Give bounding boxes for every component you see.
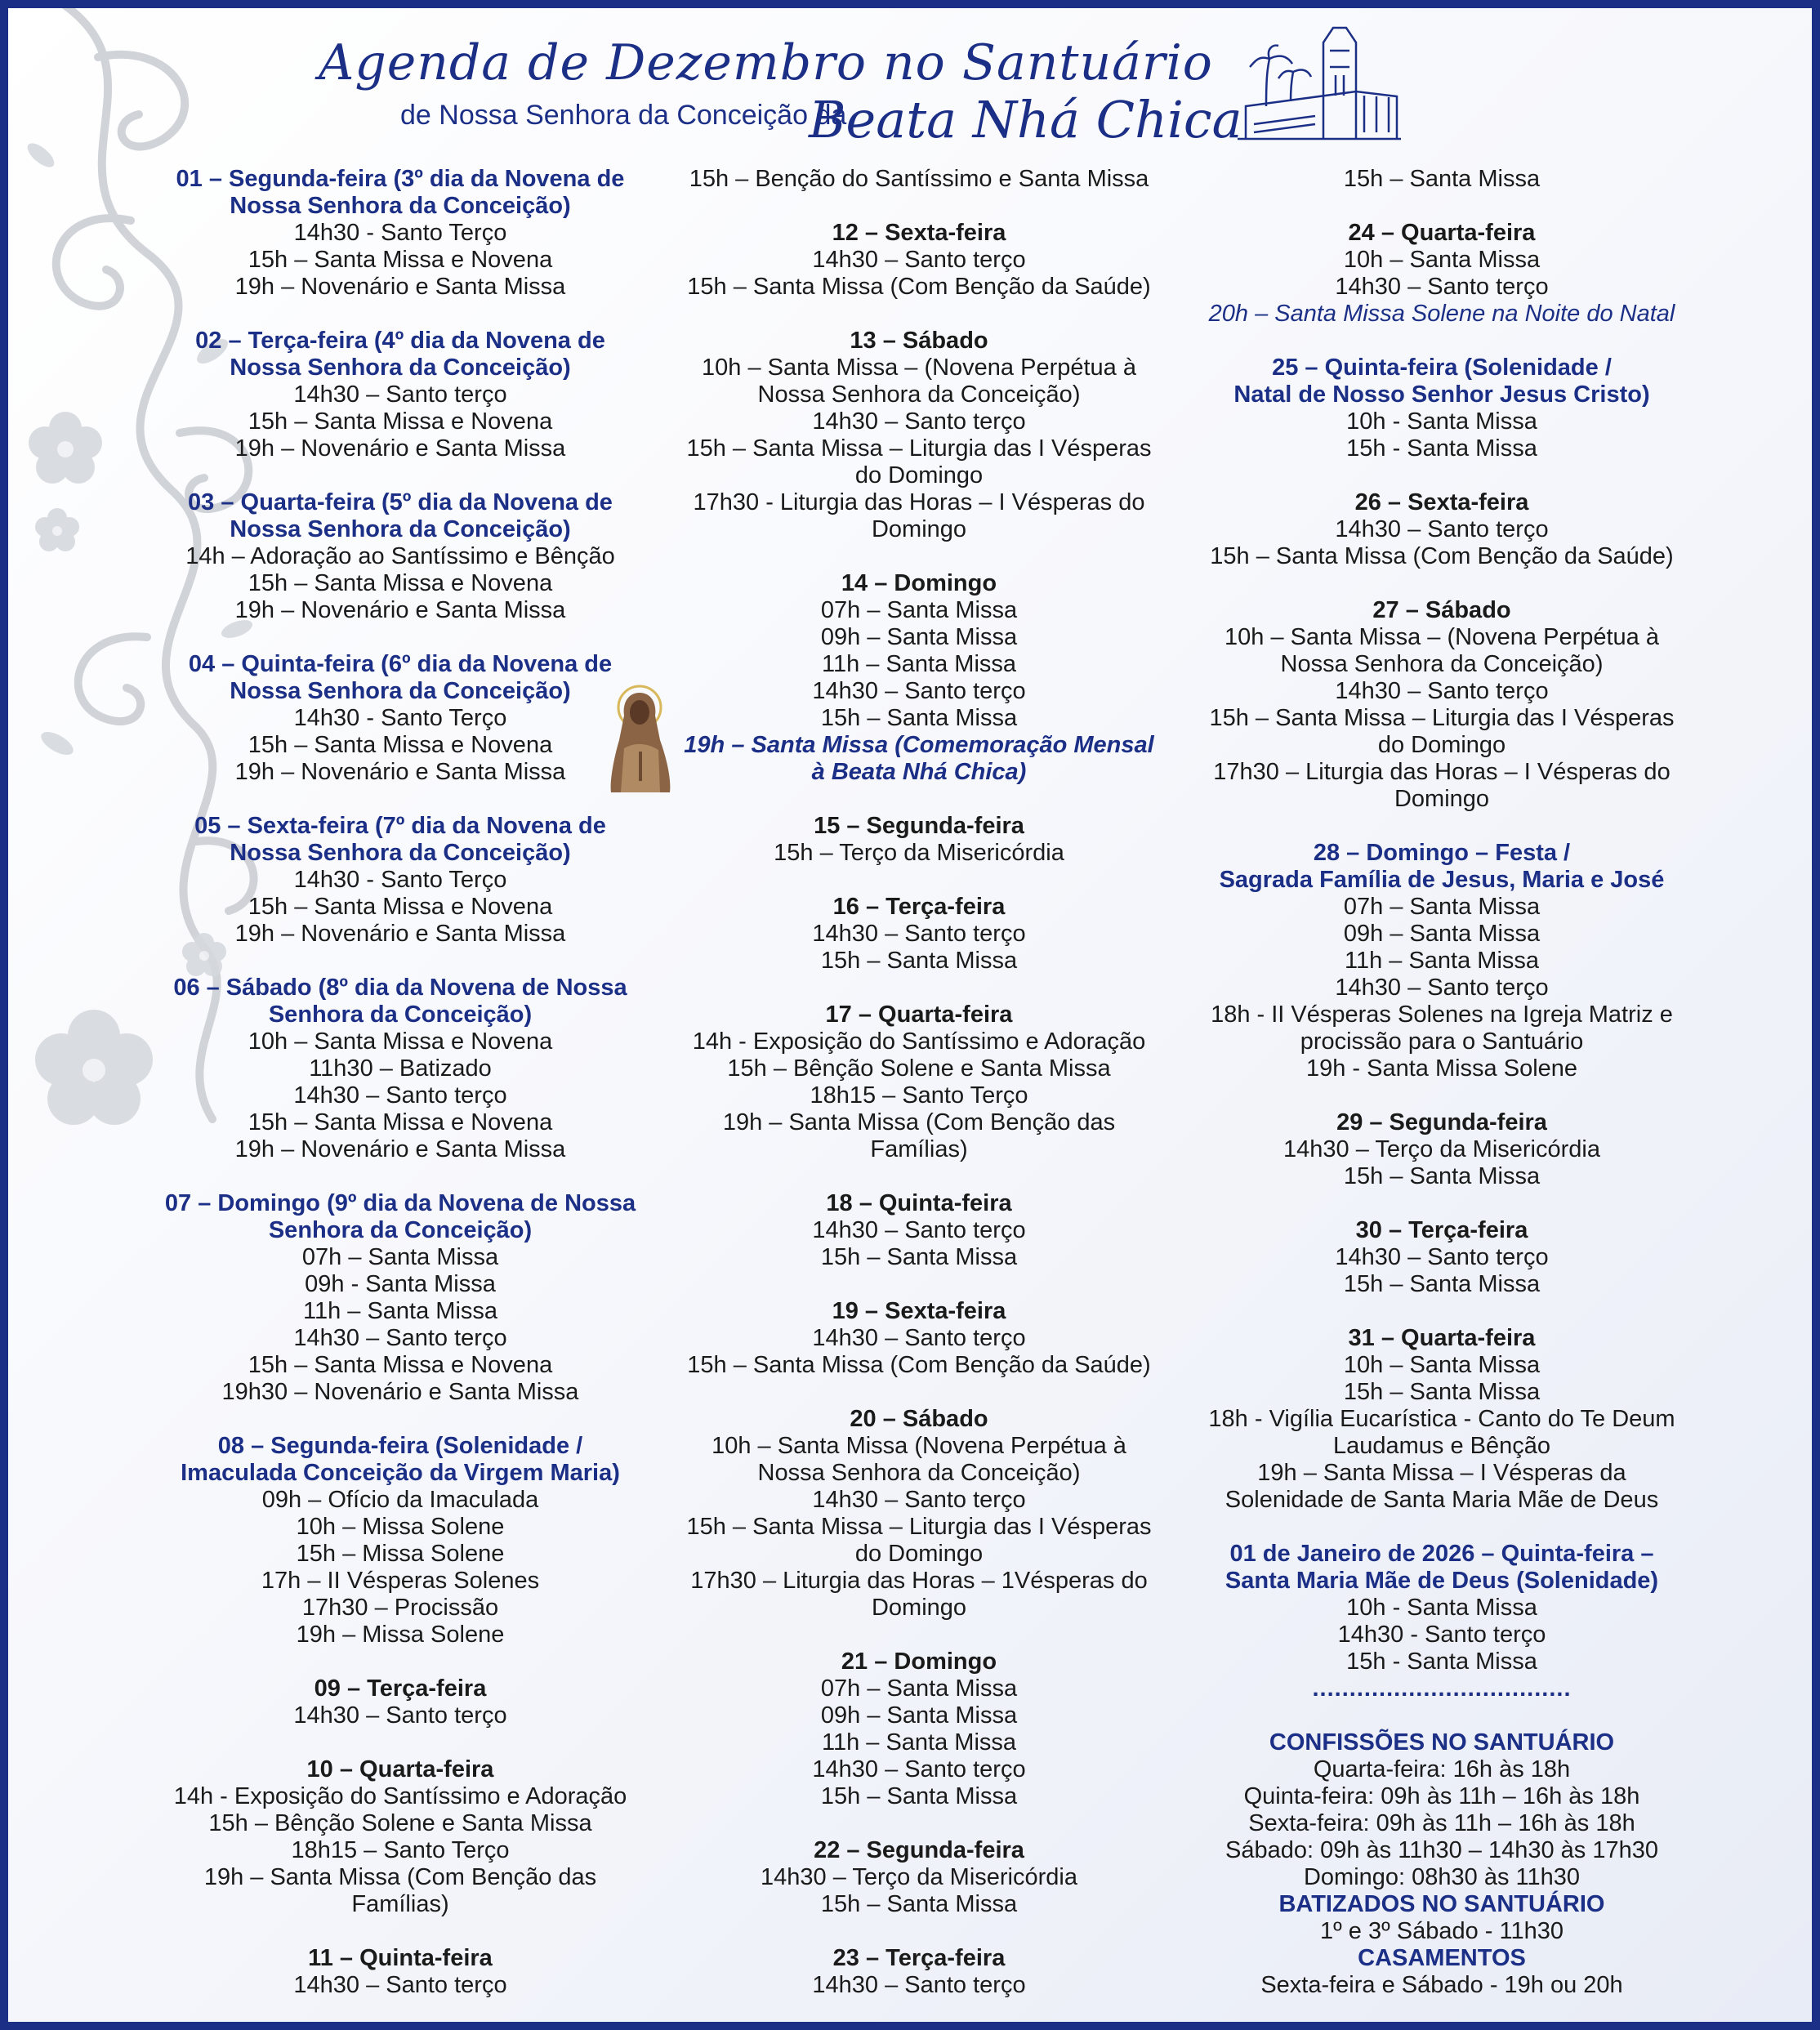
schedule-line: 18h15 – Santo Terço (810, 1082, 1028, 1109)
schedule-line: 11h – Santa Missa (821, 651, 1017, 677)
batizados-line: 1º e 3º Sábado - 11h30 (1320, 1918, 1564, 1944)
schedule-line: Laudamus e Bênção (1332, 1433, 1551, 1459)
day-block (662, 1649, 1176, 1810)
schedule-line: 09h – Ofício da Imaculada (261, 1487, 539, 1513)
schedule-line: 14h30 – Santo terço (812, 247, 1026, 273)
schedule-line: 14h30 – Santo terço (293, 1325, 507, 1351)
day-block (1184, 1541, 1699, 1675)
schedule-column-3 (1184, 166, 1699, 1999)
day-block (662, 1837, 1176, 1918)
schedule-line: Nossa Senhora da Conceição) (757, 381, 1081, 408)
day-block (147, 1945, 654, 1999)
schedule-line: 14h30 – Santo terço (1335, 975, 1549, 1001)
schedule-line: 14h30 – Terço da Misericórdia (1283, 1136, 1600, 1162)
day-heading: Santa Maria Mãe de Deus (Solenidade) (1224, 1568, 1659, 1594)
schedule-line: 10h – Missa Solene (296, 1514, 505, 1540)
schedule-line: 15h – Bênção Solene e Santa Missa (727, 1055, 1111, 1082)
schedule-line: 14h30 – Santo terço (812, 1756, 1026, 1782)
schedule-line: 14h - Exposição do Santíssimo e Adoração (692, 1028, 1146, 1055)
schedule-line: 15h – Terço da Misericórdia (774, 840, 1064, 866)
schedule-line: 10h – Santa Missa – (Novena Perpétua à (702, 355, 1136, 381)
day-heading: Imaculada Conceição da Virgem Maria) (181, 1460, 620, 1486)
day-heading: 19 – Sexta-feira (832, 1298, 1006, 1324)
schedule-line: 14h30 – Santo terço (812, 1217, 1026, 1243)
schedule-line: 14h30 – Santo terço (1335, 274, 1549, 300)
day-heading: 11 – Quinta-feira (308, 1945, 493, 1971)
day-block (1184, 840, 1699, 1082)
confissoes-title: CONFISSÕES NO SANTUÁRIO (1269, 1729, 1615, 1756)
schedule-line: 15h – Santa Missa e Novena (248, 1109, 553, 1135)
confissoes-line: Quarta-feira: 16h às 18h (1313, 1756, 1571, 1782)
schedule-line: do Domingo (854, 462, 984, 489)
schedule-line: 15h – Bênção Solene e Santa Missa (208, 1810, 592, 1836)
highlight-line: 20h – Santa Missa Solene na Noite do Natal (1208, 301, 1675, 327)
day-heading: 08 – Segunda-feira (Solenidade / (217, 1433, 583, 1459)
schedule-line: 19h – Santa Missa – I Vésperas da (1257, 1460, 1626, 1486)
schedule-line: 19h – Missa Solene (296, 1622, 505, 1648)
schedule-line: 19h - Santa Missa Solene (1305, 1055, 1578, 1082)
schedule-line: 14h30 – Santo terço (812, 1972, 1026, 1998)
schedule-line: 17h30 – Procissão (301, 1595, 499, 1621)
schedule-line: 10h – Santa Missa e Novena (248, 1028, 553, 1055)
schedule-line: 15h – Santa Missa – Liturgia das I Vésperas (686, 1514, 1152, 1540)
day-block (147, 651, 654, 786)
schedule-line: 15h – Santa Missa (820, 1783, 1018, 1809)
day-heading: 01 – Segunda-feira (3º dia da Novena de (176, 166, 625, 192)
schedule-line: 19h – Novenário e Santa Missa (234, 1136, 566, 1162)
casamentos-title: CASAMENTOS (1358, 1945, 1526, 1971)
day-heading: Senhora da Conceição) (268, 1002, 533, 1028)
day-heading: 12 – Sexta-feira (832, 220, 1006, 246)
schedule-line: 15h – Missa Solene (296, 1541, 505, 1567)
schedule-line: 15h - Santa Missa (1346, 1649, 1537, 1675)
schedule-line: 19h – Santa Missa (Com Benção das (722, 1109, 1116, 1135)
schedule-line: 14h30 – Santo terço (1335, 516, 1549, 542)
schedule-line: 18h15 – Santo Terço (291, 1837, 510, 1863)
schedule-line: 14h30 – Santo terço (812, 1325, 1026, 1351)
day-heading: 20 – Sábado (850, 1406, 988, 1432)
day-heading: 16 – Terça-feira (832, 894, 1006, 920)
schedule-line: 15h – Santa Missa (820, 705, 1018, 731)
schedule-line: 11h – Santa Missa (821, 1729, 1017, 1756)
day-heading: Nossa Senhora da Conceição) (230, 355, 571, 381)
schedule-line: 19h – Novenário e Santa Missa (234, 597, 566, 623)
day-heading: 14 – Domingo (841, 570, 997, 596)
schedule-line: 14h - Exposição do Santíssimo e Adoração (173, 1783, 627, 1809)
schedule-days-list (1184, 166, 1699, 1675)
day-heading: Natal de Nosso Senhor Jesus Cristo) (1233, 381, 1650, 408)
confissoes-line: Domingo: 08h30 às 11h30 (1303, 1864, 1581, 1890)
day-block (662, 1190, 1176, 1271)
confissoes-line: Quinta-feira: 09h às 11h – 16h às 18h (1243, 1783, 1640, 1809)
day-block (662, 570, 1176, 786)
day-block (662, 220, 1176, 301)
day-block (662, 1298, 1176, 1379)
schedule-line: 19h – Santa Missa (Com Benção das (203, 1864, 597, 1890)
day-block (1184, 220, 1699, 328)
schedule-line: 07h – Santa Missa (820, 1675, 1018, 1702)
batizados-title: BATIZADOS NO SANTUÁRIO (1278, 1891, 1605, 1917)
day-block (662, 1406, 1176, 1622)
schedule-line: Nossa Senhora da Conceição) (1280, 651, 1604, 677)
day-heading: 05 – Sexta-feira (7º dia da Novena de (194, 813, 606, 839)
sanctuary-logo-icon (1233, 18, 1405, 141)
day-heading: 23 – Terça-feira (832, 1945, 1006, 1971)
day-heading: 09 – Terça-feira (314, 1675, 487, 1702)
schedule-line: 15h – Santa Missa e Novena (248, 732, 553, 758)
day-heading: 31 – Quarta-feira (1348, 1325, 1536, 1351)
schedule-line: 17h – II Vésperas Solenes (261, 1568, 540, 1594)
schedule-line: 09h - Santa Missa (305, 1271, 496, 1297)
day-heading: 18 – Quinta-feira (826, 1190, 1012, 1216)
schedule-line: 15h – Santa Missa (1343, 1271, 1541, 1297)
schedule-line: 15h – Benção do Santíssimo e Santa Missa (689, 166, 1149, 192)
schedule-line: 15h – Santa Missa (820, 948, 1018, 974)
day-block (1184, 1217, 1699, 1298)
day-heading: 06 – Sábado (8º dia da Novena de Nossa (173, 975, 627, 1001)
day-heading: 21 – Domingo (841, 1649, 997, 1675)
highlight-line: à Beata Nhá Chica) (811, 759, 1027, 785)
day-block (662, 894, 1176, 975)
schedule-line: 14h30 - Santo terço (1337, 1622, 1546, 1648)
day-heading: 29 – Segunda-feira (1336, 1109, 1547, 1135)
schedule-line: 14h30 – Santo terço (293, 1702, 507, 1729)
day-block (662, 1945, 1176, 1999)
day-block (662, 166, 1176, 193)
day-heading: 03 – Quarta-feira (5º dia da Novena de (188, 489, 613, 515)
schedule-line: 19h – Novenário e Santa Missa (234, 274, 566, 300)
schedule-line: 14h30 – Terço da Misericórdia (761, 1864, 1077, 1890)
schedule-line: 11h – Santa Missa (302, 1298, 498, 1324)
day-heading: 28 – Domingo – Festa / (1313, 840, 1571, 866)
day-heading: 01 de Janeiro de 2026 – Quinta-feira – (1229, 1541, 1654, 1567)
schedule-line: 10h – Santa Missa (1343, 1352, 1541, 1378)
day-heading: Senhora da Conceição) (268, 1217, 533, 1243)
schedule-line: 15h – Santa Missa (1343, 1379, 1541, 1405)
day-heading: Nossa Senhora da Conceição) (230, 840, 571, 866)
day-block (662, 1002, 1176, 1163)
schedule-line: 14h30 – Santo terço (293, 1972, 507, 1998)
schedule-line: 15h – Santa Missa e Novena (248, 408, 553, 435)
day-heading: 30 – Terça-feira (1355, 1217, 1528, 1243)
schedule-line: 18h - II Vésperas Solenes na Igreja Matriz e (1211, 1002, 1673, 1028)
schedule-line: 14h30 – Santo terço (293, 381, 507, 408)
info-section (1184, 1729, 1699, 1999)
schedule-line: 10h - Santa Missa (1346, 408, 1537, 435)
schedule-line: 09h – Santa Missa (1343, 921, 1541, 947)
schedule-line: 15h – Santa Missa e Novena (248, 570, 553, 596)
day-block (1184, 1109, 1699, 1190)
day-block (147, 813, 654, 948)
schedule-line: Domingo (1394, 786, 1490, 812)
casamentos-line: Sexta-feira e Sábado - 19h ou 20h (1260, 1972, 1623, 1998)
page-title: Agenda de Dezembro no Santuário (319, 34, 1213, 91)
schedule-line: 14h30 – Santo terço (812, 678, 1026, 704)
schedule-line: do Domingo (854, 1541, 984, 1567)
day-heading: 15 – Segunda-feira (814, 813, 1024, 839)
day-heading: 24 – Quarta-feira (1348, 220, 1536, 246)
page-title-highlight: Beata Nhá Chica (809, 90, 1242, 149)
page-subtitle: de Nossa Senhora da Conceição da (400, 100, 847, 131)
schedule-line: Famílias) (351, 1891, 449, 1917)
day-heading: 07 – Domingo (9º dia da Novena de Nossa (164, 1190, 636, 1216)
day-block (1184, 1325, 1699, 1514)
day-heading: 04 – Quinta-feira (6º dia da Novena de (188, 651, 613, 677)
day-block (1184, 355, 1699, 462)
schedule-line: 09h – Santa Missa (820, 1702, 1018, 1729)
schedule-line: 14h30 – Santo terço (293, 1082, 507, 1109)
schedule-line: Solenidade de Santa Maria Mãe de Deus (1224, 1487, 1659, 1513)
schedule-line: 18h - Vigília Eucarística - Canto do Te Deum (1208, 1406, 1675, 1432)
day-heading: 27 – Sábado (1372, 597, 1511, 623)
schedule-line: 11h – Santa Missa (1344, 948, 1540, 974)
schedule-line: 15h – Santa Missa (Com Benção da Saúde) (687, 1352, 1151, 1378)
schedule-line: 10h – Santa Missa – (Novena Perpétua à (1224, 624, 1659, 650)
day-heading: 02 – Terça-feira (4º dia da Novena de (195, 328, 605, 354)
day-block (147, 975, 654, 1163)
day-heading: Nossa Senhora da Conceição) (230, 193, 571, 219)
schedule-line: 14h – Adoração ao Santíssimo e Bênção (185, 543, 615, 569)
schedule-line: 15h – Santa Missa (820, 1244, 1018, 1270)
highlight-line: 19h – Santa Missa (Comemoração Mensal (684, 732, 1154, 758)
schedule-line: 14h30 – Santo terço (812, 921, 1026, 947)
schedule-line: 15h – Santa Missa (1343, 166, 1541, 192)
day-heading: 10 – Quarta-feira (306, 1756, 494, 1782)
schedule-line: 15h – Santa Missa e Novena (248, 894, 553, 920)
schedule-line: Nossa Senhora da Conceição) (757, 1460, 1081, 1486)
day-heading: Sagrada Família de Jesus, Maria e José (1219, 867, 1665, 893)
schedule-line: 07h – Santa Missa (820, 597, 1018, 623)
schedule-line: 19h30 – Novenário e Santa Missa (221, 1379, 579, 1405)
schedule-line: 15h – Santa Missa – Liturgia das I Vésperas (686, 435, 1152, 462)
day-block (1184, 597, 1699, 813)
confissoes-line: Sexta-feira: 09h às 11h – 16h às 18h (1248, 1810, 1635, 1836)
day-block (1184, 489, 1699, 570)
schedule-line: 14h30 – Santo terço (1335, 678, 1549, 704)
schedule-line: 15h – Santa Missa e Novena (248, 247, 553, 273)
schedule-column-2 (662, 166, 1176, 2026)
day-heading: 13 – Sábado (850, 328, 988, 354)
schedule-line: 15h – Santa Missa (820, 1891, 1018, 1917)
schedule-line: 14h30 - Santo Terço (293, 220, 507, 246)
day-block (1184, 166, 1699, 193)
day-heading: Nossa Senhora da Conceição) (230, 678, 571, 704)
day-block (147, 328, 654, 462)
schedule-line: 11h30 – Batizado (309, 1055, 492, 1082)
schedule-line: 15h – Santa Missa (Com Benção da Saúde) (687, 274, 1151, 300)
day-block (147, 166, 654, 301)
day-block (147, 1433, 654, 1649)
schedule-line: 19h – Novenário e Santa Missa (234, 435, 566, 462)
schedule-line: 19h – Novenário e Santa Missa (234, 921, 566, 947)
schedule-line: 14h30 - Santo Terço (293, 867, 507, 893)
schedule-line: do Domingo (1377, 732, 1506, 758)
day-block (147, 1675, 654, 1729)
day-block (662, 328, 1176, 543)
schedule-line: Domingo (871, 516, 967, 542)
day-block (147, 1756, 654, 1918)
schedule-line: 14h30 – Santo terço (812, 408, 1026, 435)
schedule-line: 19h – Novenário e Santa Missa (234, 759, 566, 785)
schedule-line: Domingo (871, 1595, 967, 1621)
schedule-line: 15h – Santa Missa e Novena (248, 1352, 553, 1378)
schedule-line: 17h30 – Liturgia das Horas – I Vésperas do (1213, 759, 1671, 785)
day-heading: 26 – Sexta-feira (1354, 489, 1529, 515)
day-heading: 17 – Quarta-feira (825, 1002, 1013, 1028)
separator-dots: ................................... (1312, 1675, 1572, 1702)
day-block (147, 489, 654, 624)
day-heading: 25 – Quinta-feira (Solenidade / (1272, 355, 1612, 381)
day-heading: 22 – Segunda-feira (814, 1837, 1024, 1863)
day-block (147, 1190, 654, 1406)
schedule-line: 15h – Santa Missa (Com Benção da Saúde) (1210, 543, 1674, 569)
day-block (662, 813, 1176, 867)
schedule-line: 07h – Santa Missa (1343, 894, 1541, 920)
schedule-line: 10h - Santa Missa (1346, 1595, 1537, 1621)
schedule-line: 17h30 - Liturgia das Horas – I Vésperas do (693, 489, 1145, 515)
schedule-line: 09h – Santa Missa (820, 624, 1018, 650)
confissoes-line: Sábado: 09h às 11h30 – 14h30 às 17h30 (1225, 1837, 1658, 1863)
schedule-line: 14h30 – Santo terço (1335, 1244, 1549, 1270)
schedule-line: 07h – Santa Missa (301, 1244, 499, 1270)
schedule-line: 14h30 – Santo terço (812, 1487, 1026, 1513)
day-heading: Nossa Senhora da Conceição) (230, 516, 571, 542)
schedule-line: 17h30 – Liturgia das Horas – 1Vésperas do (690, 1568, 1148, 1594)
schedule-column-1 (147, 166, 654, 2026)
header (319, 25, 1242, 155)
schedule-line: 15h - Santa Missa (1346, 435, 1537, 462)
schedule-line: procissão para o Santuário (1300, 1028, 1584, 1055)
schedule-line: 10h – Santa Missa (1343, 247, 1541, 273)
schedule-line: 15h – Santa Missa (1343, 1163, 1541, 1189)
schedule-line: Famílias) (870, 1136, 968, 1162)
schedule-line: 10h – Santa Missa (Novena Perpétua à (711, 1433, 1126, 1459)
schedule-line: 14h30 - Santo Terço (293, 705, 507, 731)
schedule-line: 15h – Santa Missa – Liturgia das I Vésperas (1209, 705, 1675, 731)
